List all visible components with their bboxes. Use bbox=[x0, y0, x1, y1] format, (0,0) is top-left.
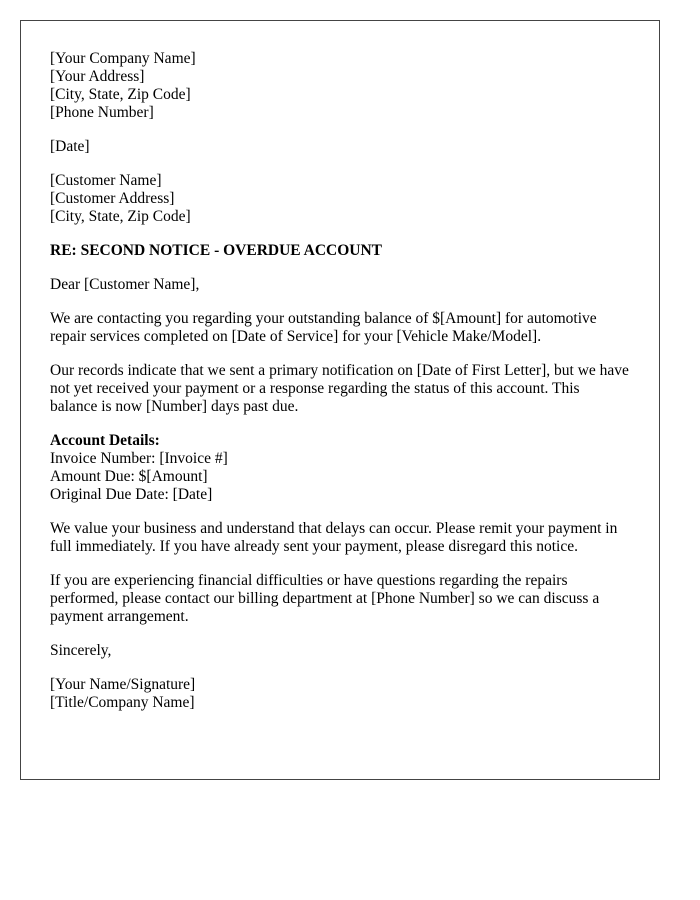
recipient-name: [Customer Name] bbox=[50, 172, 162, 189]
account-details bbox=[50, 432, 630, 504]
paragraph-remit: We value your business and understand that delays can occur. Please remit your payment in full immediately. If you have already sent your payment, please disregard this notice. bbox=[50, 520, 618, 555]
signature-name: [Your Name/Signature] bbox=[50, 676, 196, 693]
sender-address: [Your Address] bbox=[50, 68, 145, 85]
signature-title: [Title/Company Name] bbox=[50, 694, 195, 711]
recipient-address: [Customer Address] bbox=[50, 190, 175, 207]
subject-line: RE: SECOND NOTICE - OVERDUE ACCOUNT bbox=[50, 242, 382, 259]
date-block bbox=[50, 138, 630, 156]
amount-due: Amount Due: $[Amount] bbox=[50, 468, 208, 485]
sender-city-state-zip: [City, State, Zip Code] bbox=[50, 86, 191, 103]
recipient-city-state-zip: [City, State, Zip Code] bbox=[50, 208, 191, 225]
paragraph-difficulties: If you are experiencing financial difficulties or have questions regarding the repairs performed, please contact our billing department at [Phone Number] so we can discuss a payment arrangement. bbox=[50, 572, 600, 625]
invoice-number: Invoice Number: [Invoice #] bbox=[50, 450, 228, 467]
letter-date: [Date] bbox=[50, 138, 90, 155]
sender-phone: [Phone Number] bbox=[50, 104, 154, 121]
account-details-heading: Account Details: bbox=[50, 432, 160, 449]
salutation: Dear [Customer Name], bbox=[50, 276, 200, 293]
letter-page bbox=[20, 20, 660, 780]
sender-block bbox=[50, 50, 630, 122]
paragraph-records: Our records indicate that we sent a primary notification on [Date of First Letter], but we have not yet received your payment or a response regarding the status of this account. This balance is now [Number] days past due. bbox=[50, 362, 629, 415]
sender-company-name: [Your Company Name] bbox=[50, 50, 196, 67]
closing: Sincerely, bbox=[50, 642, 112, 659]
original-due-date: Original Due Date: [Date] bbox=[50, 486, 213, 503]
recipient-block bbox=[50, 172, 630, 226]
paragraph-balance: We are contacting you regarding your outstanding balance of $[Amount] for automotive repair services completed on [Date of Service] for your [Vehicle Make/Model]. bbox=[50, 310, 597, 345]
signature-block bbox=[50, 676, 630, 712]
